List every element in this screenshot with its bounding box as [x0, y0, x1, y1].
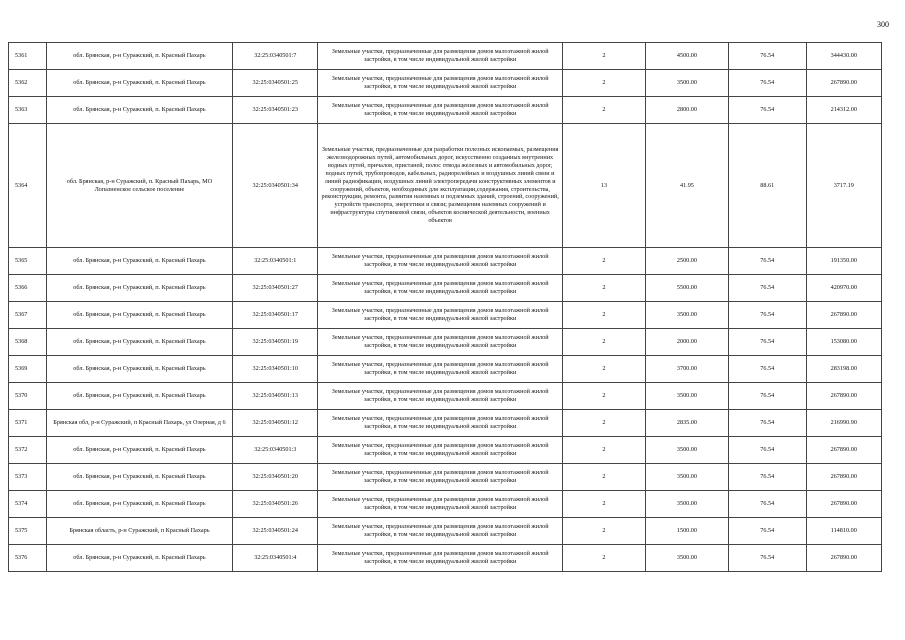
table-row — [9, 97, 882, 124]
address-cell: обл. Брянская, р-н Суражский, п. Красный Пахарь — [46, 248, 232, 275]
area-cell: 3500.00 — [645, 491, 728, 518]
area-cell: 3500.00 — [645, 464, 728, 491]
row-number: 5373 — [9, 464, 47, 491]
category-code-cell: 2 — [562, 464, 645, 491]
specific-value-cell: 76.54 — [728, 410, 806, 437]
address-cell: обл. Брянская, р-н Суражский, п. Красный Пахарь — [46, 43, 232, 70]
land-use-cell: Земельные участки, предназначенные для размещения домов малоэтажной жилой застройки, в том числе индивидуальной жилой застройки — [318, 70, 563, 97]
cadastral-table — [8, 42, 882, 572]
row-number: 5376 — [9, 545, 47, 572]
cadastral-number-cell: 32:25:0340501:7 — [233, 43, 318, 70]
land-use-cell: Земельные участки, предназначенные для размещения домов малоэтажной жилой застройки, в том числе индивидуальной жилой застройки — [318, 43, 563, 70]
area-cell: 1500.00 — [645, 518, 728, 545]
address-cell: Брянская область, р-н Суражский, п Красный Пахарь — [46, 518, 232, 545]
area-cell: 4500.00 — [645, 43, 728, 70]
cadastral-number-cell: 32:25:0340501:25 — [233, 70, 318, 97]
cadastral-value-cell: 344430.00 — [806, 43, 881, 70]
row-number: 5370 — [9, 383, 47, 410]
land-use-cell: Земельные участки, предназначенные для размещения домов малоэтажной жилой застройки, в том числе индивидуальной жилой застройки — [318, 97, 563, 124]
row-number: 5368 — [9, 329, 47, 356]
specific-value-cell: 76.54 — [728, 70, 806, 97]
area-cell: 2800.00 — [645, 97, 728, 124]
land-use-cell: Земельные участки, предназначенные для размещения домов малоэтажной жилой застройки, в том числе индивидуальной жилой застройки — [318, 545, 563, 572]
row-number: 5362 — [9, 70, 47, 97]
specific-value-cell: 76.54 — [728, 302, 806, 329]
cadastral-value-cell: 267890.00 — [806, 464, 881, 491]
specific-value-cell: 76.54 — [728, 329, 806, 356]
land-use-cell: Земельные участки, предназначенные для размещения домов малоэтажной жилой застройки, в том числе индивидуальной жилой застройки — [318, 329, 563, 356]
row-number: 5375 — [9, 518, 47, 545]
address-cell: обл. Брянская, р-н Суражский, п. Красный Пахарь — [46, 356, 232, 383]
specific-value-cell: 76.54 — [728, 518, 806, 545]
row-number: 5372 — [9, 437, 47, 464]
specific-value-cell: 76.54 — [728, 491, 806, 518]
land-use-cell: Земельные участки, предназначенные для размещения домов малоэтажной жилой застройки, в том числе индивидуальной жилой застройки — [318, 248, 563, 275]
cadastral-number-cell: 32:25:0340501:1 — [233, 248, 318, 275]
cadastral-value-cell: 114810.00 — [806, 518, 881, 545]
address-cell: обл. Брянская, р-н Суражский, п. Красный Пахарь, МО Лопазненское сельское поселение — [46, 124, 232, 248]
row-number: 5365 — [9, 248, 47, 275]
cadastral-value-cell: 216990.90 — [806, 410, 881, 437]
table-row — [9, 356, 882, 383]
table-row — [9, 329, 882, 356]
cadastral-value-cell: 3717.19 — [806, 124, 881, 248]
cadastral-number-cell: 32:25:0340501:10 — [233, 356, 318, 383]
category-code-cell: 2 — [562, 356, 645, 383]
table-row — [9, 491, 882, 518]
table-row — [9, 248, 882, 275]
address-cell: обл. Брянская, р-н Суражский, п. Красный Пахарь — [46, 464, 232, 491]
area-cell: 3700.00 — [645, 356, 728, 383]
area-cell: 2500.00 — [645, 248, 728, 275]
cadastral-value-cell: 420970.00 — [806, 275, 881, 302]
cadastral-number-cell: 32:25:0340501:19 — [233, 329, 318, 356]
address-cell: обл. Брянская, р-н Суражский, п. Красный Пахарь — [46, 383, 232, 410]
area-cell: 3500.00 — [645, 70, 728, 97]
area-cell: 3500.00 — [645, 302, 728, 329]
cadastral-number-cell: 32:25:0340501:12 — [233, 410, 318, 437]
category-code-cell: 2 — [562, 545, 645, 572]
category-code-cell: 2 — [562, 518, 645, 545]
land-use-cell: Земельные участки, предназначенные для размещения домов малоэтажной жилой застройки, в том числе индивидуальной жилой застройки — [318, 518, 563, 545]
table-row — [9, 410, 882, 437]
cadastral-number-cell: 32:25:0340501:24 — [233, 518, 318, 545]
cadastral-value-cell: 267890.00 — [806, 383, 881, 410]
area-cell: 3500.00 — [645, 437, 728, 464]
area-cell: 41.95 — [645, 124, 728, 248]
specific-value-cell: 76.54 — [728, 275, 806, 302]
specific-value-cell: 76.54 — [728, 248, 806, 275]
specific-value-cell: 88.61 — [728, 124, 806, 248]
specific-value-cell: 76.54 — [728, 545, 806, 572]
cadastral-value-cell: 191350.00 — [806, 248, 881, 275]
row-number: 5367 — [9, 302, 47, 329]
table-row — [9, 464, 882, 491]
cadastral-number-cell: 32:25:0340501:20 — [233, 464, 318, 491]
cadastral-number-cell: 32:25:0340501:34 — [233, 124, 318, 248]
area-cell: 5500.00 — [645, 275, 728, 302]
address-cell: обл. Брянская, р-н Суражский, п. Красный Пахарь — [46, 329, 232, 356]
cadastral-value-cell: 153080.00 — [806, 329, 881, 356]
table-row — [9, 518, 882, 545]
category-code-cell: 2 — [562, 43, 645, 70]
table-row — [9, 437, 882, 464]
category-code-cell: 2 — [562, 302, 645, 329]
area-cell: 2835.00 — [645, 410, 728, 437]
address-cell: обл. Брянская, р-н Суражский, п. Красный Пахарь — [46, 491, 232, 518]
category-code-cell: 2 — [562, 70, 645, 97]
cadastral-value-cell: 214312.00 — [806, 97, 881, 124]
table-row — [9, 43, 882, 70]
category-code-cell: 2 — [562, 383, 645, 410]
table-row — [9, 545, 882, 572]
table-row — [9, 275, 882, 302]
table-row — [9, 302, 882, 329]
cadastral-value-cell: 267890.00 — [806, 437, 881, 464]
cadastral-number-cell: 32:25:0340501:26 — [233, 491, 318, 518]
row-number: 5369 — [9, 356, 47, 383]
category-code-cell: 2 — [562, 491, 645, 518]
cadastral-value-cell: 267890.00 — [806, 70, 881, 97]
cadastral-number-cell: 32:25:0340501:23 — [233, 97, 318, 124]
category-code-cell: 2 — [562, 248, 645, 275]
row-number: 5371 — [9, 410, 47, 437]
category-code-cell: 2 — [562, 329, 645, 356]
row-number: 5366 — [9, 275, 47, 302]
land-use-cell: Земельные участки, предназначенные для размещения домов малоэтажной жилой застройки, в том числе индивидуальной жилой застройки — [318, 464, 563, 491]
cadastral-value-cell: 283198.00 — [806, 356, 881, 383]
land-use-cell: Земельные участки, предназначенные для размещения домов малоэтажной жилой застройки, в том числе индивидуальной жилой застройки — [318, 302, 563, 329]
land-use-cell: Земельные участки, предназначенные для размещения домов малоэтажной жилой застройки, в том числе индивидуальной жилой застройки — [318, 410, 563, 437]
cadastral-number-cell: 32:25:0340501:13 — [233, 383, 318, 410]
row-number: 5363 — [9, 97, 47, 124]
cadastral-number-cell: 32:25:0340501:4 — [233, 545, 318, 572]
area-cell: 3500.00 — [645, 383, 728, 410]
specific-value-cell: 76.54 — [728, 383, 806, 410]
cadastral-number-cell: 32:25:0340501:27 — [233, 275, 318, 302]
address-cell: обл. Брянская, р-н Суражский, п. Красный Пахарь — [46, 437, 232, 464]
row-number: 5364 — [9, 124, 47, 248]
land-use-cell: Земельные участки, предназначенные для размещения домов малоэтажной жилой застройки, в том числе индивидуальной жилой застройки — [318, 491, 563, 518]
cadastral-value-cell: 267890.00 — [806, 545, 881, 572]
land-use-cell: Земельные участки, предназначенные для размещения домов малоэтажной жилой застройки, в том числе индивидуальной жилой застройки — [318, 437, 563, 464]
address-cell: обл. Брянская, р-н Суражский, п. Красный Пахарь — [46, 545, 232, 572]
land-use-cell: Земельные участки, предназначенные для размещения домов малоэтажной жилой застройки, в том числе индивидуальной жилой застройки — [318, 356, 563, 383]
address-cell: обл. Брянская, р-н Суражский, п. Красный Пахарь — [46, 97, 232, 124]
land-use-cell: Земельные участки, предназначенные для разработки полезных ископаемых, размещения железнодорожных путей, автомобильных дорог, искусственно созданных внутренних водных путей, причалов, пристаней, полос отвода железных и автомобильных дорог, водных путей, трубопроводов, кабельных, радиорелейных и воздушных линий связи и линий радиофикации, воздушных линий электропередачи конструктивных элементов и сооружений, объектов, необходимых для эксплуатации,содержания, строительства, реконструкции, ремонта, развития наземных и подземных зданий, строений, сооружений, устройств транспорта, энергетики и связи; размещения наземных сооружений и инфраструктуры спутниковой связи, объектов космической деятельности, военных объектов — [318, 124, 563, 248]
address-cell: Брянская обл, р-н Суражский, п Красный Пахарь, ул Озерная, д 6 — [46, 410, 232, 437]
land-use-cell: Земельные участки, предназначенные для размещения домов малоэтажной жилой застройки, в том числе индивидуальной жилой застройки — [318, 275, 563, 302]
land-use-cell: Земельные участки, предназначенные для размещения домов малоэтажной жилой застройки, в том числе индивидуальной жилой застройки — [318, 383, 563, 410]
specific-value-cell: 76.54 — [728, 97, 806, 124]
cadastral-number-cell: 32:25:0340501:3 — [233, 437, 318, 464]
category-code-cell: 2 — [562, 97, 645, 124]
table-row — [9, 70, 882, 97]
specific-value-cell: 76.54 — [728, 356, 806, 383]
cadastral-value-cell: 267890.00 — [806, 302, 881, 329]
category-code-cell: 13 — [562, 124, 645, 248]
category-code-cell: 2 — [562, 410, 645, 437]
page-number: 300 — [877, 20, 889, 29]
specific-value-cell: 76.54 — [728, 464, 806, 491]
row-number: 5361 — [9, 43, 47, 70]
table-row — [9, 124, 882, 248]
specific-value-cell: 76.54 — [728, 43, 806, 70]
address-cell: обл. Брянская, р-н Суражский, п. Красный Пахарь — [46, 70, 232, 97]
address-cell: обл. Брянская, р-н Суражский, п. Красный Пахарь — [46, 302, 232, 329]
row-number: 5374 — [9, 491, 47, 518]
area-cell: 3500.00 — [645, 545, 728, 572]
specific-value-cell: 76.54 — [728, 437, 806, 464]
cadastral-value-cell: 267890.00 — [806, 491, 881, 518]
area-cell: 2000.00 — [645, 329, 728, 356]
table-row — [9, 383, 882, 410]
cadastral-number-cell: 32:25:0340501:17 — [233, 302, 318, 329]
address-cell: обл. Брянская, р-н Суражский, п. Красный Пахарь — [46, 275, 232, 302]
category-code-cell: 2 — [562, 437, 645, 464]
category-code-cell: 2 — [562, 275, 645, 302]
